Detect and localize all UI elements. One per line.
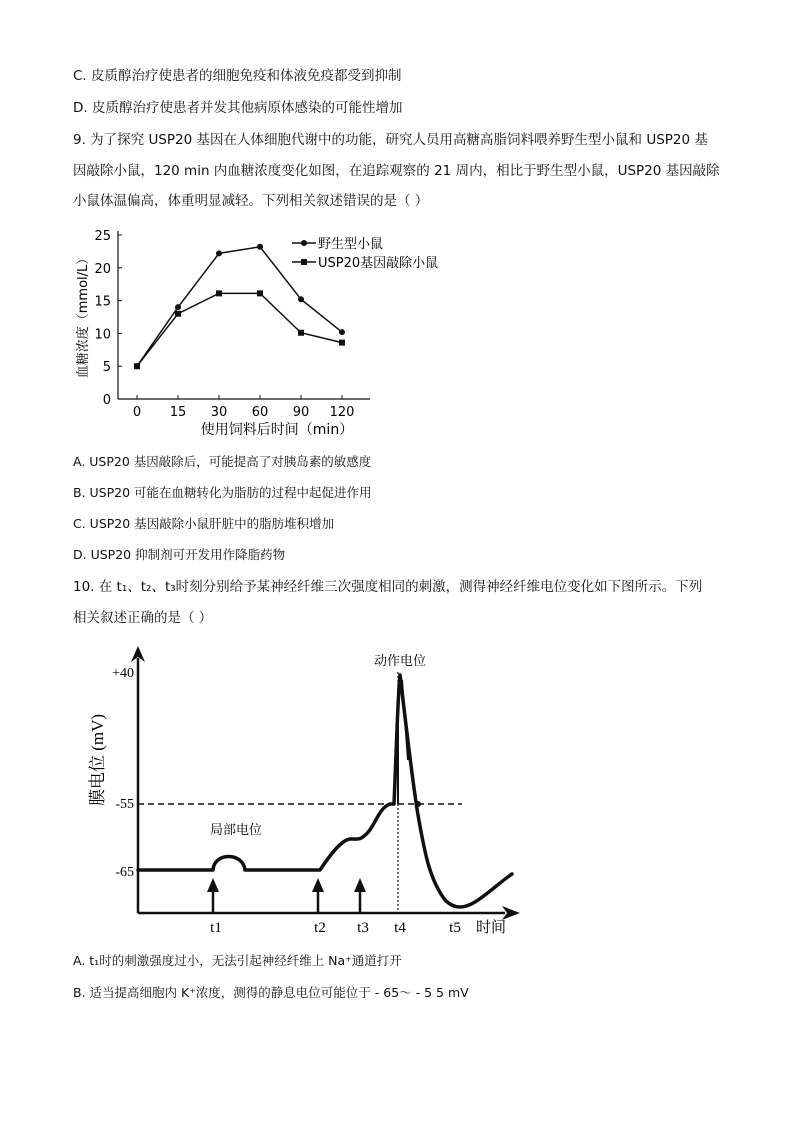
x-tick-t4: t4 [394, 920, 406, 936]
q9-option-a: A. USP20 基因敲除后，可能提高了对胰岛素的敏感度 [73, 454, 372, 469]
membrane-potential-diagram [80, 640, 540, 945]
y-tick-label: 10 [94, 327, 111, 343]
q9-stem-line-2: 因敲除小鼠，120 min 内血糖浓度变化如图，在追踪观察的 21 周内，相比于野生型小鼠，USP20 基因敲除 [73, 163, 720, 179]
y-tick-label: 20 [94, 261, 111, 277]
data-point [175, 311, 181, 317]
q8-option-d: D. 皮质醇治疗使患者并发其他病原体感染的可能性增加 [73, 100, 403, 116]
q9-option-d: D. USP20 抑制剂可开发用作降脂药物 [73, 547, 286, 562]
chart-ticks [94, 229, 354, 420]
label-local-potential: 局部电位 [210, 823, 263, 838]
x-tick-label: 0 [132, 405, 142, 420]
y-tick-label: 15 [94, 294, 111, 310]
x-axis-label: 时间 [476, 918, 507, 936]
data-point [339, 329, 345, 335]
data-point [298, 330, 304, 336]
series-line-1 [137, 293, 342, 366]
q10-stem-line-1: 10. 在 t₁、t₂、t₃时刻分别给予某神经纤维三次强度相同的刺激，测得神经纤维电位变化如下图所示。下列 [73, 579, 703, 595]
legend-label: 野生型小鼠 [318, 237, 384, 252]
y-tick-minus65: -65 [115, 865, 134, 880]
x-tick-label: 120 [329, 405, 355, 420]
stimulus-arrow-t1 [207, 878, 219, 912]
x-tick-label: 30 [210, 405, 228, 420]
data-point [216, 290, 222, 296]
q8-option-c: C. 皮质醇治疗使患者的细胞免疫和体液免疫都受到抑制 [73, 68, 402, 84]
label-action-potential: 动作电位 [374, 654, 427, 669]
threshold-crossing-dot [415, 801, 421, 807]
blood-glucose-line-chart [70, 225, 460, 445]
data-point [257, 290, 263, 296]
q9-stem-line-3: 小鼠体温偏高，体重明显减轻。下列相关叙述错误的是（ ） [73, 193, 429, 209]
y-tick-minus55: -55 [115, 797, 134, 812]
y-tick-label: 5 [102, 360, 111, 376]
y-tick-label: 0 [102, 393, 111, 408]
q9-option-c: C. USP20 基因敲除小鼠肝脏中的脂肪堆积增加 [73, 516, 335, 531]
q9-stem-line-1: 9. 为了探究 USP20 基因在人体细胞代谢中的功能，研究人员用高糖高脂饲料喂养野生型小鼠和 USP20 基 [73, 132, 708, 148]
membrane-potential-curve [138, 675, 512, 907]
legend-label: USP20基因敲除小鼠 [318, 256, 439, 271]
y-axis-label: 膜电位 (mV) [88, 713, 107, 807]
q10-stem-line-2: 相关叙述正确的是（ ） [73, 610, 213, 626]
data-point [216, 250, 222, 256]
data-point [175, 304, 181, 310]
y-tick-plus40: +40 [112, 666, 134, 681]
y-tick-label: 25 [94, 229, 111, 244]
chart-legend [292, 236, 438, 271]
q10-option-a: A. t₁时的刺激强度过小，无法引起神经纤维上 Na⁺通道打开 [73, 953, 402, 968]
legend-marker [301, 259, 307, 265]
x-tick-t5: t5 [449, 920, 461, 936]
data-point [339, 340, 345, 346]
x-tick-label: 60 [251, 405, 269, 420]
data-point [134, 363, 140, 369]
x-tick-t3: t3 [357, 920, 369, 936]
legend-marker [301, 240, 307, 246]
q9-option-b: B. USP20 可能在血糖转化为脂肪的过程中起促进作用 [73, 485, 372, 500]
series-line-0 [137, 247, 342, 366]
x-tick-t2: t2 [314, 920, 326, 936]
data-point [257, 244, 263, 250]
x-tick-t1: t1 [210, 920, 222, 936]
q10-option-b: B. 适当提高细胞内 K⁺浓度，测得的静息电位可能位于 - 65～ - 5 5 mV [73, 985, 469, 1000]
data-point [298, 296, 304, 302]
x-tick-label: 90 [292, 405, 310, 420]
x-tick-label: 15 [169, 405, 187, 420]
stimulus-arrow-t3 [354, 878, 366, 912]
chart-x-axis-label: 使用饲料后时间（min） [200, 422, 354, 438]
stimulus-arrow-t2 [312, 878, 324, 912]
chart-y-axis-label: 血糖浓度（mmol/L） [76, 251, 91, 379]
